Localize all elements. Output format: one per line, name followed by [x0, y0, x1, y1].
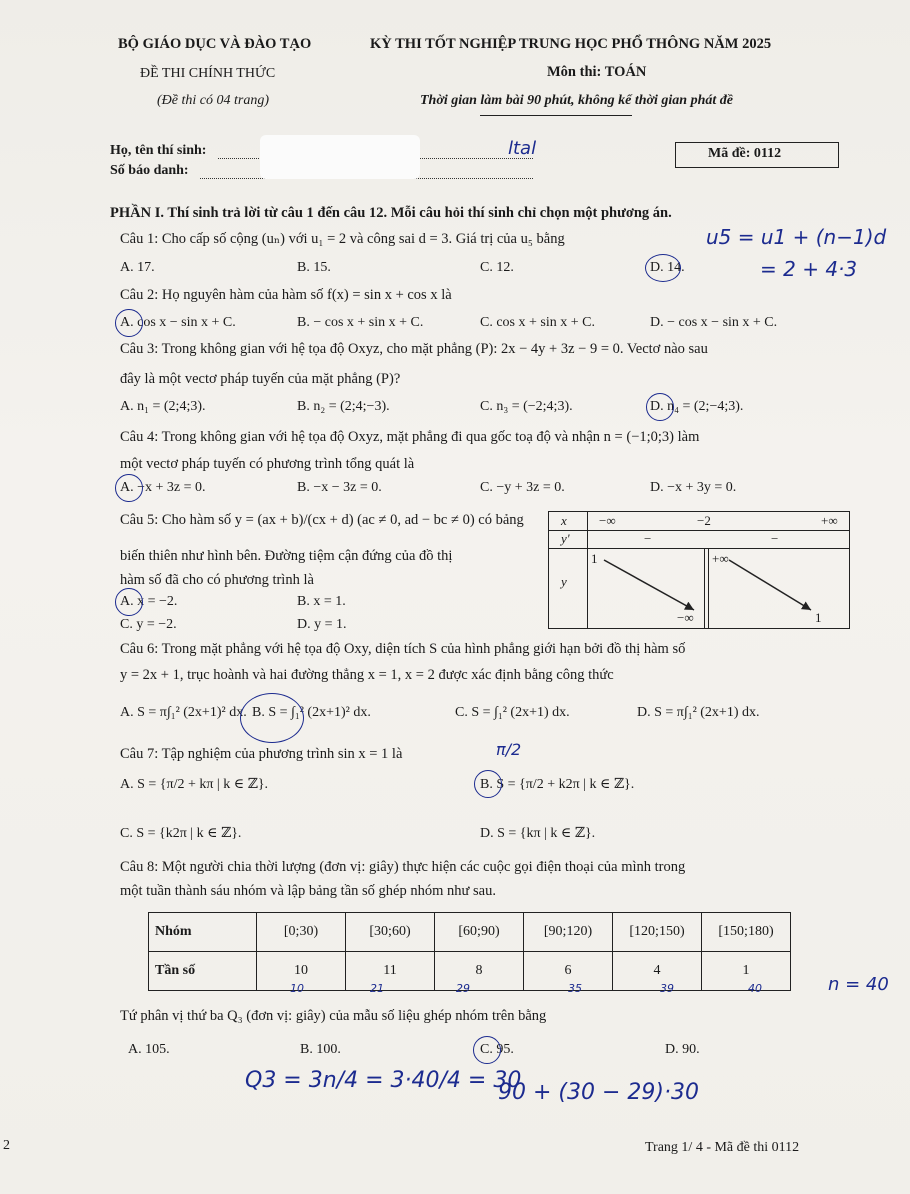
- freq-value-cell: 1: [702, 952, 791, 991]
- q2-option-c: C. cos x + sin x + C.: [480, 315, 595, 330]
- vt-yp-label: y': [561, 531, 570, 546]
- vt-x-plus-inf: +∞: [821, 513, 838, 528]
- hand-cum-1: 10: [290, 982, 304, 995]
- freq-header-row: [149, 913, 791, 952]
- ministry-title: BỘ GIÁO DỤC VÀ ĐÀO TẠO: [118, 36, 312, 52]
- freq-value-cell: 10: [257, 952, 346, 991]
- hand-q1-note: u5 = u1 + (n−1)d: [706, 225, 887, 249]
- q2-option-a: A. cos x − sin x + C.: [120, 315, 236, 330]
- exam-code: Mã đề: 0112: [708, 146, 782, 161]
- freq-header-cell: [90;120): [524, 913, 613, 952]
- q6-option-a: A. S = π∫₁² (2x+1)² dx.: [120, 705, 247, 720]
- question-8-line1: Câu 8: Một người chia thời lượng (đơn vị: giây) thực hiện các cuộc gọi điện thoại của mình trong: [120, 859, 686, 875]
- hand-cum-4: 35: [568, 982, 582, 995]
- q7-option-c: C. S = {k2π | k ∈ ℤ}.: [120, 826, 242, 841]
- hand-q3-formula: Q3 = 3n/4 = 3·40/4 = 30: [245, 1068, 522, 1093]
- vt-y-right-top: +∞: [712, 551, 729, 566]
- q7-option-d: D. S = {kπ | k ∈ ℤ}.: [480, 826, 596, 841]
- q4-option-c: C. −y + 3z = 0.: [480, 480, 565, 495]
- frequency-table: [148, 912, 791, 991]
- q7-option-a: A. S = {π/2 + kπ | k ∈ ℤ}.: [120, 777, 269, 792]
- q1-option-c: C. 12.: [480, 260, 514, 275]
- q1-answer-mark: [645, 254, 681, 282]
- hand-cum-6: 40: [748, 982, 762, 995]
- vt-y-left-top: 1: [591, 551, 598, 566]
- q2-answer-mark: [115, 309, 143, 337]
- q5-option-a: A. x = −2.: [120, 594, 178, 609]
- vt-x-minus-inf: −∞: [599, 513, 616, 528]
- question-8-line3: Tứ phân vị thứ ba Q₃ (đơn vị: giây) của mẫu số liệu ghép nhóm trên bằng: [120, 1008, 547, 1024]
- freq-header-cell: [0;30): [257, 913, 346, 952]
- q2-option-d: D. − cos x − sin x + C.: [650, 315, 778, 330]
- q7-option-b: B. S = {π/2 + k2π | k ∈ ℤ}.: [480, 777, 635, 792]
- subject-label: Môn thi: TOÁN: [547, 64, 647, 80]
- question-5-line3: hàm số đã cho có phương trình là: [120, 572, 314, 588]
- vt-x-label: x: [561, 513, 567, 528]
- q8-option-b: B. 100.: [300, 1042, 341, 1057]
- vt-yp-left: −: [644, 531, 652, 546]
- q1-option-d: D. 14.: [650, 260, 685, 275]
- footer-page-info: Trang 1/ 4 - Mã đề thi 0112: [645, 1140, 800, 1155]
- q8-option-a: A. 105.: [128, 1042, 170, 1057]
- question-5-line2: biến thiên như hình bên. Đường tiệm cận đứng của đồ thị: [120, 548, 453, 564]
- question-5-line1: Câu 5: Cho hàm số y = (ax + b)/(cx + d) (ac ≠ 0, ad − bc ≠ 0) có bảng: [120, 512, 524, 528]
- id-label: Số báo danh:: [110, 163, 189, 178]
- freq-value-cell: 8: [435, 952, 524, 991]
- hand-q3-interp: 90 + (30 − 29)·30: [498, 1080, 699, 1105]
- q5-option-d: D. y = 1.: [297, 617, 347, 632]
- page-number: 2: [3, 1138, 10, 1153]
- q6-answer-mark: [240, 693, 304, 743]
- question-6-line2: y = 2x + 1, trục hoành và hai đường thẳng x = 1, x = 2 được xác định bằng công thức: [120, 667, 614, 683]
- hand-q7-pi2: π/2: [496, 740, 522, 759]
- freq-value-cell: 4: [613, 952, 702, 991]
- part-one-instructions: PHẦN I. Thí sinh trả lời từ câu 1 đến câu 12. Mỗi câu hỏi thí sinh chỉ chọn một phương án.: [110, 205, 672, 221]
- q4-option-b: B. −x − 3z = 0.: [297, 480, 382, 495]
- freq-value-cell: 11: [346, 952, 435, 991]
- q3-option-b: B. n₂ = (2;4;−3).: [297, 399, 390, 414]
- q3-option-c: C. n₃ = (−2;4;3).: [480, 399, 573, 414]
- q5-answer-mark: [115, 588, 143, 616]
- vt-y-label: y: [561, 574, 567, 589]
- hand-cum-2: 21: [370, 982, 384, 995]
- q1-option-a: A. 17.: [120, 260, 155, 275]
- redaction-blur: [260, 135, 420, 179]
- question-7: Câu 7: Tập nghiệm của phương trình sin x = 1 là: [120, 746, 403, 762]
- freq-header-cell: [150;180): [702, 913, 791, 952]
- q8-option-c: C. 95.: [480, 1042, 514, 1057]
- freq-header-cell: [30;60): [346, 913, 435, 952]
- vt-x-point: −2: [697, 513, 711, 528]
- name-label: Họ, tên thí sinh:: [110, 143, 207, 158]
- duration-label: Thời gian làm bài 90 phút, không kể thời gian phát đề: [420, 93, 733, 108]
- hand-n-total: n = 40: [828, 974, 889, 995]
- q4-option-d: D. −x + 3y = 0.: [650, 480, 737, 495]
- q3-option-a: A. n₁ = (2;4;3).: [120, 399, 206, 414]
- vt-arrows: [549, 512, 849, 628]
- signature: ltal: [508, 138, 537, 159]
- q8-answer-mark: [473, 1036, 501, 1064]
- hand-cum-5: 39: [660, 982, 674, 995]
- question-4-line2: một vectơ pháp tuyến có phương trình tổng quát là: [120, 456, 415, 472]
- q5-option-b: B. x = 1.: [297, 594, 346, 609]
- q1-option-b: B. 15.: [297, 260, 331, 275]
- duration-underline: [480, 115, 632, 116]
- hand-q1-calc: = 2 + 4·3: [760, 257, 858, 281]
- question-2: Câu 2: Họ nguyên hàm của hàm số f(x) = sin x + cos x là: [120, 287, 452, 303]
- q4-answer-mark: [115, 474, 143, 502]
- q6-option-b: B. S = ∫₁² (2x+1)² dx.: [252, 705, 371, 720]
- freq-header-cell: Nhóm: [149, 913, 257, 952]
- hand-cum-3: 29: [456, 982, 470, 995]
- variation-table: [548, 511, 850, 629]
- question-1: Câu 1: Cho cấp số cộng (uₙ) với u₁ = 2 và công sai d = 3. Giá trị của u₅ bằng: [120, 231, 565, 247]
- q3-answer-mark: [646, 393, 674, 421]
- q6-option-c: C. S = ∫₁² (2x+1) dx.: [455, 705, 570, 720]
- q5-option-c: C. y = −2.: [120, 617, 177, 632]
- question-3-line2: đây là một vectơ pháp tuyến của mặt phẳng (P)?: [120, 371, 401, 387]
- freq-value-cell: 6: [524, 952, 613, 991]
- q2-option-b: B. − cos x + sin x + C.: [297, 315, 424, 330]
- vt-y-left-bottom: −∞: [677, 610, 694, 625]
- question-4-line1: Câu 4: Trong không gian với hệ tọa độ Oxyz, mặt phẳng đi qua gốc toạ độ và nhận n = (−1;0;3) làm: [120, 429, 700, 445]
- question-8-line2: một tuần thành sáu nhóm và lập bảng tần số ghép nhóm như sau.: [120, 883, 496, 899]
- freq-value-cell: Tần số: [149, 952, 257, 991]
- question-3-line1: Câu 3: Trong không gian với hệ tọa độ Oxyz, cho mặt phẳng (P): 2x − 4y + 3z − 9 = 0. Vectơ nào sau: [120, 341, 708, 357]
- q3-option-d: D. n₄ = (2;−4;3).: [650, 399, 744, 414]
- vt-yp-right: −: [771, 531, 779, 546]
- freq-header-cell: [120;150): [613, 913, 702, 952]
- freq-header-cell: [60;90): [435, 913, 524, 952]
- question-6-line1: Câu 6: Trong mặt phẳng với hệ tọa độ Oxy, diện tích S của hình phẳng giới hạn bởi đồ thị hàm số: [120, 641, 686, 657]
- official-label: ĐỀ THI CHÍNH THỨC: [140, 66, 276, 81]
- q8-option-d: D. 90.: [665, 1042, 700, 1057]
- vt-y-right-bottom: 1: [815, 610, 822, 625]
- q6-option-d: D. S = π∫₁² (2x+1) dx.: [637, 705, 760, 720]
- q7-answer-mark: [474, 770, 502, 798]
- pages-note: (Đề thi có 04 trang): [157, 93, 269, 108]
- q4-option-a: A. −x + 3z = 0.: [120, 480, 206, 495]
- exam-title: KỲ THI TỐT NGHIỆP TRUNG HỌC PHỔ THÔNG NĂM 2025: [370, 36, 772, 52]
